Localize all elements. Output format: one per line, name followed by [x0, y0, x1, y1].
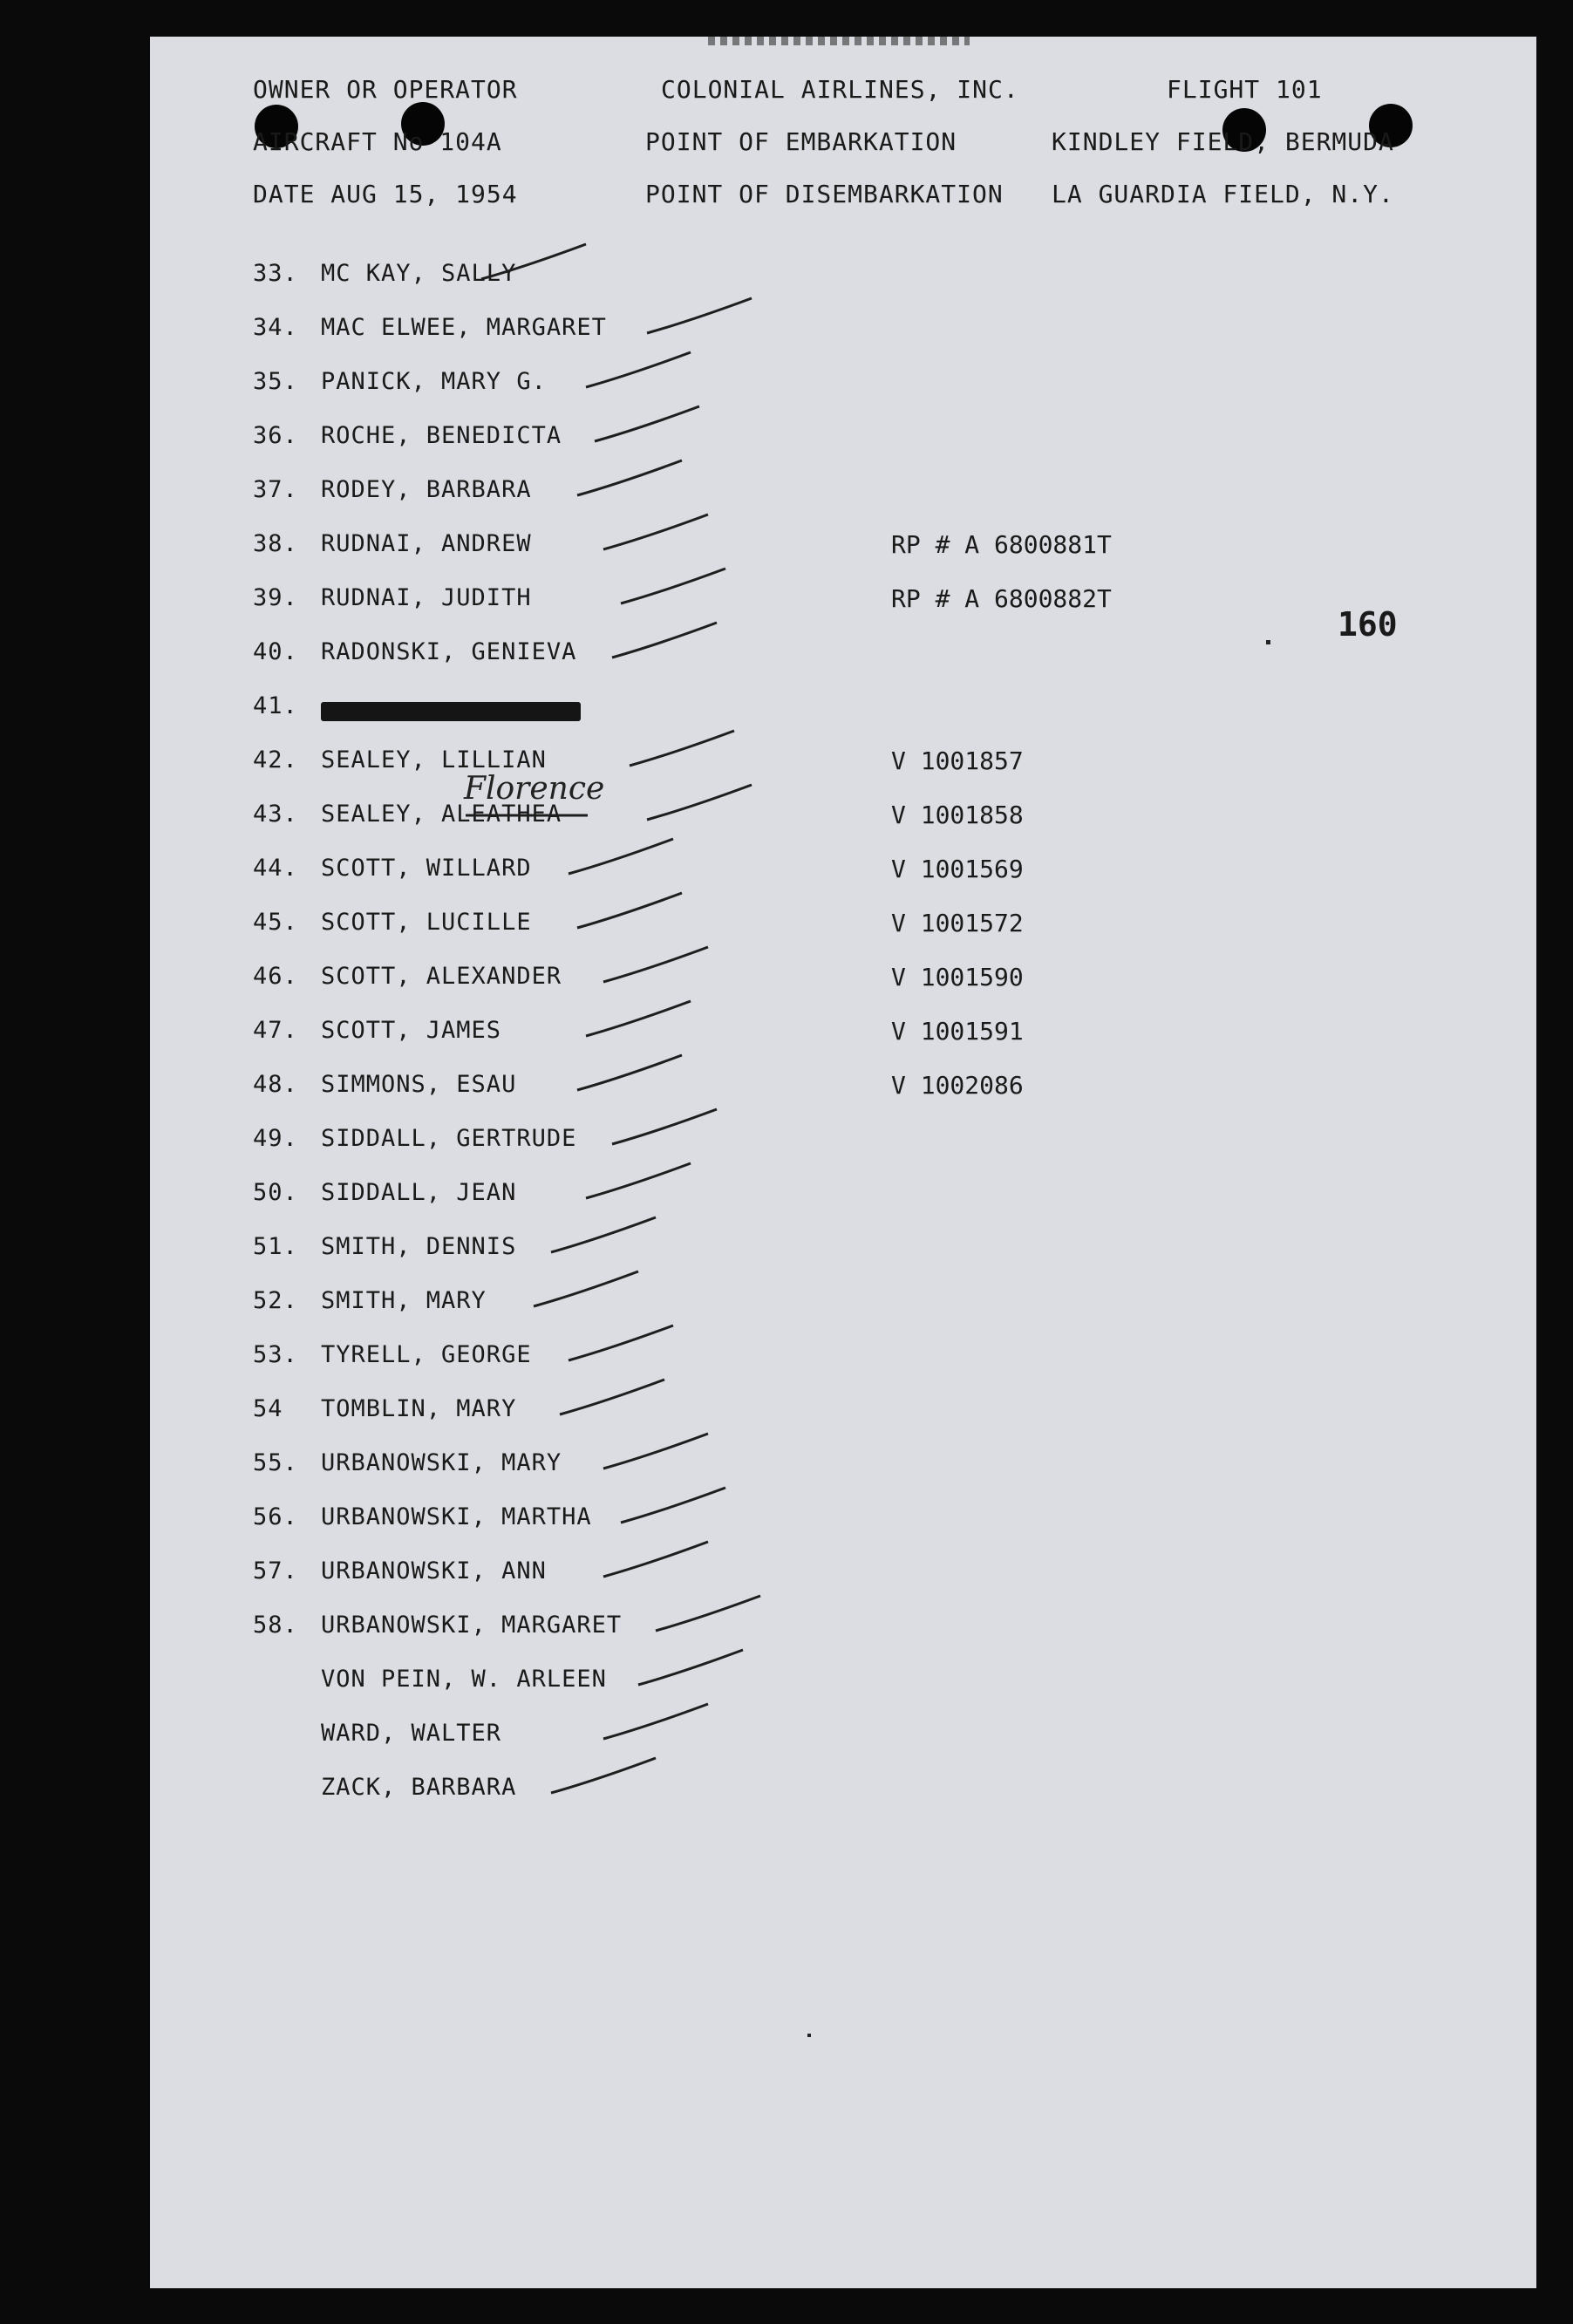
passenger-name: ROCHE, BENEDICTA	[321, 422, 562, 449]
ink-dot	[807, 2034, 811, 2037]
visa-reference: V 1001591	[891, 1017, 1024, 1046]
passenger-name: SIDDALL, JEAN	[321, 1179, 517, 1206]
passenger-number: 38.	[253, 530, 298, 557]
check-mark	[560, 1380, 664, 1414]
check-mark	[586, 1001, 691, 1036]
visa-reference: RP # A 6800882T	[891, 584, 1112, 613]
visa-reference: V 1001590	[891, 963, 1024, 992]
check-mark	[577, 893, 682, 928]
check-mark	[647, 785, 752, 820]
embarkation-value: KINDLEY FIELD, BERMUDA	[1052, 127, 1394, 156]
check-marks	[150, 37, 1536, 2288]
passenger-name: RUDNAI, ANDREW	[321, 530, 532, 557]
check-mark	[534, 1271, 638, 1306]
passenger-name: SCOTT, LUCILLE	[321, 909, 532, 936]
passenger-name: MC KAY, SALLY	[321, 260, 517, 287]
passenger-number: 56.	[253, 1503, 298, 1530]
passenger-name: MAC ELWEE, MARGARET	[321, 314, 607, 341]
embarkation-label: POINT OF EMBARKATION	[645, 127, 957, 156]
passenger-name: SIDDALL, GERTRUDE	[321, 1125, 577, 1152]
passenger-number: 40.	[253, 638, 298, 665]
passenger-name: SIMMONS, ESAU	[321, 1071, 517, 1098]
passenger-name: WARD, WALTER	[321, 1720, 502, 1747]
check-mark	[612, 623, 717, 658]
passenger-name: VON PEIN, W. ARLEEN	[321, 1666, 607, 1693]
passenger-number: 37.	[253, 476, 298, 503]
check-mark	[577, 460, 682, 495]
passenger-name: URBANOWSKI, ANN	[321, 1557, 547, 1585]
check-mark	[621, 1488, 725, 1523]
passenger-number: 36.	[253, 422, 298, 449]
check-mark	[647, 298, 752, 333]
check-mark	[577, 1055, 682, 1090]
visa-reference: V 1001858	[891, 801, 1024, 829]
check-mark	[603, 947, 708, 982]
passenger-name: TOMBLIN, MARY	[321, 1395, 517, 1422]
flight-date: DATE AUG 15, 1954	[253, 180, 518, 208]
visa-reference: V 1001572	[891, 909, 1024, 937]
passenger-number: 43.	[253, 801, 298, 828]
visa-reference: V 1002086	[891, 1071, 1024, 1100]
passenger-number: 57.	[253, 1557, 298, 1585]
passenger-name: URBANOWSKI, MARGARET	[321, 1612, 623, 1639]
check-mark	[603, 1542, 708, 1577]
passenger-name: RODEY, BARBARA	[321, 476, 532, 503]
passenger-name: PANICK, MARY G.	[321, 368, 547, 395]
passenger-number: 53.	[253, 1341, 298, 1368]
check-mark	[481, 244, 586, 279]
check-mark	[603, 515, 708, 549]
passenger-number: 41.	[253, 692, 298, 719]
passenger-number: 50.	[253, 1179, 298, 1206]
passenger-number: 45.	[253, 909, 298, 936]
check-mark	[569, 839, 673, 874]
page-number: 160	[1338, 605, 1398, 644]
passenger-name: SCOTT, ALEXANDER	[321, 963, 562, 990]
check-mark	[603, 1434, 708, 1469]
passenger-name: RUDNAI, JUDITH	[321, 584, 532, 611]
passenger-name: RADONSKI, GENIEVA	[321, 638, 577, 665]
passenger-number: 33.	[253, 260, 298, 287]
passenger-name: SEALEY, ALEATHEA	[321, 801, 562, 828]
passenger-name: SMITH, DENNIS	[321, 1233, 517, 1260]
passenger-number: 58.	[253, 1612, 298, 1639]
passenger-name: ZACK, BARBARA	[321, 1774, 517, 1801]
check-mark	[551, 1758, 656, 1793]
check-mark	[656, 1596, 760, 1631]
passenger-number: 55.	[253, 1449, 298, 1476]
passenger-number: 34.	[253, 314, 298, 341]
passenger-name: SEALEY, LILLIAN	[321, 746, 547, 774]
disembarkation-value: LA GUARDIA FIELD, N.Y.	[1052, 180, 1394, 208]
passenger-number: 42.	[253, 746, 298, 774]
passenger-name: SMITH, MARY	[321, 1287, 487, 1314]
passenger-number: 44.	[253, 855, 298, 882]
passenger-number: 35.	[253, 368, 298, 395]
manifest-page	[150, 37, 1536, 2288]
passenger-number: 47.	[253, 1017, 298, 1044]
passenger-name: URBANOWSKI, MARY	[321, 1449, 562, 1476]
passenger-number: 46.	[253, 963, 298, 990]
passenger-number: 48.	[253, 1071, 298, 1098]
passenger-name: URBANOWSKI, MARTHA	[321, 1503, 592, 1530]
check-mark	[621, 569, 725, 603]
company-name: COLONIAL AIRLINES, INC.	[661, 75, 1019, 104]
check-mark	[551, 1217, 656, 1252]
passenger-number: 39.	[253, 584, 298, 611]
check-mark	[630, 731, 734, 766]
passenger-name: SCOTT, WILLARD	[321, 855, 532, 882]
passenger-number: 52.	[253, 1287, 298, 1314]
passenger-number: 51.	[253, 1233, 298, 1260]
visa-reference: V 1001569	[891, 855, 1024, 883]
passenger-number: 54	[253, 1395, 283, 1422]
check-mark	[586, 1163, 691, 1198]
check-mark	[569, 1326, 673, 1360]
check-mark	[603, 1704, 708, 1739]
passenger-name: TYRELL, GEORGE	[321, 1341, 532, 1368]
check-mark	[586, 352, 691, 387]
disembarkation-label: POINT OF DISEMBARKATION	[645, 180, 1004, 208]
passenger-number: 49.	[253, 1125, 298, 1152]
passenger-name: SCOTT, JAMES	[321, 1017, 502, 1044]
visa-reference: V 1001857	[891, 746, 1024, 775]
check-mark	[638, 1650, 743, 1685]
check-mark	[595, 406, 699, 441]
aircraft-number: AIRCRAFT No 104A	[253, 127, 502, 156]
visa-reference: RP # A 6800881T	[891, 530, 1112, 559]
owner-label: OWNER OR OPERATOR	[253, 75, 518, 104]
handwritten-correction: Florence	[464, 771, 605, 807]
check-mark	[612, 1109, 717, 1144]
flight-number: FLIGHT 101	[1167, 75, 1323, 104]
